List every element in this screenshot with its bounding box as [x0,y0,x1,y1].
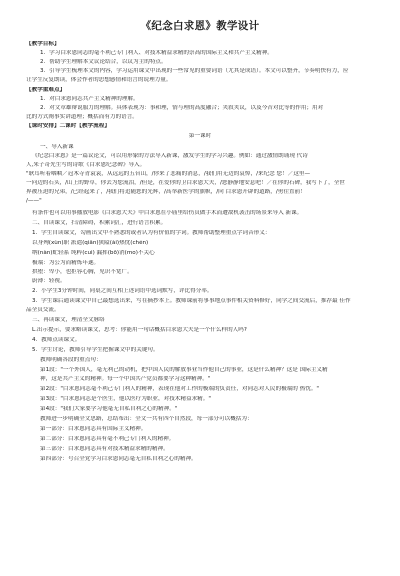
text-line: 拱堕：卑小，也拒容心胸，见识不宽广。 [32,269,133,275]
section-heading: 第一课时 [188,133,212,139]
text-line: 《纪念白求恩》是一篇议论文，可以用形象的方法导入新课，激发学生的学习兴趣。例如：通过激情朗诵现 代诗 [32,153,308,159]
text-line: 神，这是共产主义的精神。每一个中国共产党员都要学习这种精神。" [40,376,211,382]
text-line: 一、导入新课 [40,144,74,150]
text-line: 1．对白求恩同志共产主义精神的理解。 [40,96,139,102]
text-line: 一问边的石头，/山上的野草，你去为您流泪，/但是，在爱你的卫白求恩大夫，/您静静地安息吧！／在你的石碑，我写下了，全世 [26,180,345,186]
section-label: 【教学重难点】 [26,87,66,93]
section-label: 【课时安排】二课时【教学流程】 [26,123,110,129]
text-line: 让学生反复朗读，体会作者的思想感情和语言的说理力量。 [26,77,172,83]
text-line: 品全员交流。 [26,307,60,313]
text-line: 教师明确各段的重点句： [40,357,102,363]
text-line: 2．小学生3分钟时间，同桌之间互相上述词语中选词默写，评比得分率。 [32,288,213,294]
text-line: L.出示提示，要求略读课文，思考：你能用一句话概括白求恩大夫是一个什么样的人吗? [32,327,247,333]
text-line: 第三部分：白求恩同志具有对技术精益求精的精神。 [40,446,169,452]
text-line: 第二部分：白求恩同志具有毫不利己专门利人的精神。 [40,436,175,442]
text-line: 3．引导学生梳理本文的内容，学习运用课文中出现的一些常见的重要词语（尤其是成语）。本文可以整齐，节奏明快有力，应 [40,68,349,74]
text-line: 蔚薄：轻视。 [32,278,66,284]
text-line: 第2段："白求恩同志毫不利己专门利人的精神，表现在他对工作的极端的负责任，对同志对人民的极端的 热忱。" [40,386,319,392]
text-line: "耿耳听着咽咽／冠木寺青袁袁，从远远的五台山，/你来了悲痛的消息，/我们用无边的哀悼，/来纪念 您！／这里— [26,171,311,177]
text-line: 第1段："一个外国人，毫无利己的动机，把中国人民的解放事业当作他自己的事业，这是什么精神？这是 国际主义精 [40,367,328,373]
text-line: 第3段："白求恩同志是个医生，他以医疗为职业，对技术精益求精。" [40,396,211,402]
text-line: 界被压迫的兄弟，/已经起来了，/我们将追随您的光辉，/高举新医学的旗帜，/向 白求恩开辟的道路，/勇往直前！ [26,189,306,195]
text-line: 比的方式阐事实讲道理；概括而有力的语言。 [26,114,138,120]
text-line: 三、再读课文，理清全文脉络 [32,317,105,323]
text-line: 纳(nàn)虻轻系 纯粹(cuì) 漏挥(bō)消(mo)不关心 [32,250,155,256]
text-line: 2．帮助学生理解本文议论结合，以议为主的特点。 [40,59,167,65]
text-line: 第4段："我们大家要学习他毫无自私自利之心的精神。" [40,406,178,412]
text-line: 以身殉(xùn)职 派遣(qiǎn)狭隘(ài)热忱(chén) [32,240,149,246]
text-line: 5．学生讨论，教师引导学生把握课文中的关键句。 [32,347,159,353]
text-line: 4．教师点读课文。 [32,337,81,343]
section-label: 【教学目标】 [26,41,60,47]
text-line: 1．学生自读课文，勾画出文中不熟悉的或者认为有价值的字词。教师帮助整理重点字词音形义： [32,230,271,236]
text-line: 教师进一步明确全文思路，总结布出：全文一共有四个自然段，每一部分可以概括为： [40,416,253,422]
text-line: 第一部分：白求恩同志具有国际主义精神。 [40,426,147,432]
text-line: 2．对文章雄辩说服力的理解。具体表现为：事和理，情与理的高度融合；夹叙夹议，以及今昔对比等的作用；用对 [40,105,324,111]
document-title: 《纪念白求恩》教学设计 [140,20,260,32]
text-line: 二、自读课文，扫清障碍，积累词汇，进行语言积累。 [32,220,167,226]
text-line: 第四部分：号召全党学习白求恩同志毫无自私自利之心的精神。 [40,456,197,462]
text-line: 1．学习白求恩同志的毫不利己专门利人、对技术精益求精的崇高的国际主义和共产主义精神。 [40,50,273,56]
text-line: 3．学生课后通读课文中自己最想选出来，写在摘抄本上。教师课前将事事地点事件相关资料修好，同学之间交流后，推荐最 佳作 [32,298,351,304]
text-line: /——" [26,198,42,204]
text-line: 极端：为公为而精炼年遂。 [32,260,100,266]
text-line: 人,朱子奇先生写的诗歌《白求恩纪念碑》导入。 [26,162,146,168]
text-line: 有条件也可以用事播放电影《白求恩大夫》中白求恩在小庙里给伤员做手术而遭敌机袭击的场景来导入 新课。 [32,210,303,216]
